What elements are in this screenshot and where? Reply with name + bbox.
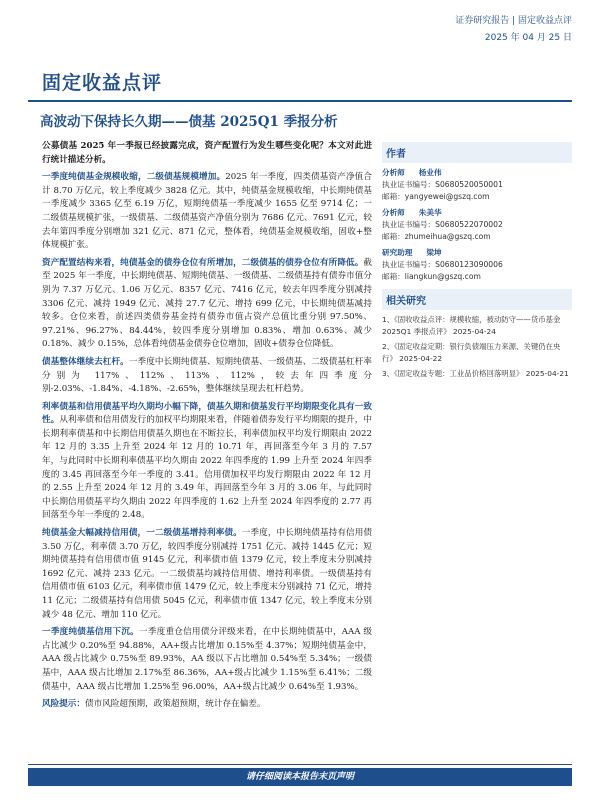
paragraph-body: 债市风险超预期，政策超预期，统计存在偏差。: [84, 699, 266, 710]
paragraph-p2: [42, 257, 372, 352]
paragraph-body: 一季度，中长期纯债基持有信用债 3.50 万亿，利率债 3.70 万亿，较四季度分别减持 1751 亿元、减持 1445 亿元；短期纯债基持有信用债市值 9145 亿元，利率债市值 1379 亿元，较上季度末分别减持 1692 亿元、减持 233 亿元。一二级债基均减持信用债、增持利率债。一级债基持有信用债市值 6103 亿元，利率债市值 1479 亿元，较上季度末分别减持 71 亿元，增持 11 亿元；二级债基持有信用债 5045 亿元，利率债市值 1347 亿元，较上季度末分别减少 48 亿元、增加 110 亿元。: [42, 528, 372, 620]
related-list: [382, 314, 572, 380]
sidebar: [382, 142, 572, 383]
analyst-email: 邮箱：yangyewei@gszq.com: [382, 192, 490, 201]
title-rule: [28, 100, 572, 102]
paragraph-body: 从利率债和信用债发行的加权平均期限来看，伴随着债券发行平均期限的提升，中长期利率债基和中长期信用债基久期也在不断拉长，利率债加权平均发行期限由 2022 年 12 月的 3.35 上升至 2024 年 12 月的 10.71 年，再回落至今年 3 月的 7.57 年，与此同时中长期利率债基平均久期由 2022 年四季度的 1.99 上升至 2024 年四季度的 3.45 再回落至今年一季度的 3.41。信用债加权平均发行期限由 2022 年 12 月的 2.55 上升至 2024 年 12 月的 3.49 年，再回落至今年 3 月的 3.06 年，与此同时中长期信用债基平均久期由 2022 年四季度的 1.62 上升至 2024 年四季度的 2.77 再回落至今年一季度的 2.48。: [42, 415, 372, 521]
footer-rule: [28, 764, 572, 765]
analyst-card: [382, 247, 572, 283]
authors-heading: 作者: [382, 142, 572, 163]
analyst-list: [382, 167, 572, 283]
paragraph-p5: [42, 527, 372, 622]
paragraph-body: 2025 年一季度，四类债基资产净值合计 8.70 万亿元，较上季度减少 3828 亿元。其中，纯债基金规模收缩，中长期纯债基一季度减少 3365 亿至 6.19 万亿，短期纯债基一季度减少 1655 亿至 9714 亿；一二级债基规模扩张，一级债基、二级债基资产净值分别为 7686 亿元、7691 亿元，较去年第四季度分别增加 321 亿元、871 亿元，整体看，纯债基金规模收缩，固收+整体规模扩张。: [42, 172, 372, 251]
related-report-link[interactable]: 1、《固收收益点评：规模收缩，被动防守——货币基金 2025Q1 季报点评》 2025-04-24: [382, 315, 561, 336]
category-title: 固定收益点评: [42, 72, 163, 94]
report-date: 2025 年 04 月 25 日: [484, 33, 572, 43]
paragraph-lead: 风险提示：: [42, 699, 85, 710]
analyst-card: [382, 207, 572, 243]
analyst-cert: 执业证书编号：S0680520050001: [382, 180, 503, 189]
paragraph-intro: [42, 140, 372, 167]
analyst-card: [382, 167, 572, 203]
related-report-link[interactable]: 3、《固定收益专题：工业品价格回落明显》 2025-04-21: [382, 369, 569, 378]
paragraph-body: 一季度重仓信用债分评级来看，在中长期纯债基中，AAA 级占比减少 0.20%至 94.88%，AA+级占比增加 0.15%至 4.37%；短期纯债基金中，AAA 级占比减少 0.75%至 89.93%，AA 级以下占比增加 0.54%至 5.34%；一级债基中，AAA 级占比增加 2.17%至 86.36%，AA+级占比减少 1.15%至 6.41%；二级债基中，AAA 级占比增加 1.25%至 96.00%，AA+级占比减少 0.64%至 1.93%。: [42, 627, 372, 692]
analyst-email: 邮箱：zhumeihua@gszq.com: [382, 232, 491, 241]
paragraph-body: 一季度中长期纯债基、短期纯债基、一级债基、二级债基杠杆率分别为 117%、112%、113%、112%，较去年四季度分别-2.03%、-1.84%、-4.18%、-2.65%，整体继续呈现去杠杆趋势。: [42, 356, 372, 395]
paragraph-lead: 公募债基 2025 年一季报已经披露完成，资产配置行为发生哪些变化呢？本文对此进行统计描述分析。: [42, 141, 372, 165]
footer-disclaimer: 请仔细阅读本报告末页声明: [28, 768, 572, 786]
paragraph-lead: 一季度纯债基信用下沉。: [42, 627, 139, 638]
paragraph-lead: 债基整体继续去杠杆。: [42, 356, 129, 367]
paragraph-lead: 一季度纯债基金规模收缩，二级债基规模增加。: [42, 172, 226, 183]
analyst-role: 分析师: [382, 208, 405, 217]
related-report-link[interactable]: 2、《固定收益定期：银行负债端压力来源、关键仍在央行》 2025-04-22: [382, 342, 561, 363]
paragraph-risk: [42, 698, 372, 712]
analyst-role: 分析师: [382, 168, 405, 177]
analyst-name: 梁坤: [426, 248, 442, 257]
analyst-cert: 执业证书编号：S0680123090006: [382, 260, 503, 269]
paragraph-body: 截至 2025 年一季度，中长期纯债基、短期纯债基、一级债基、二级债基持有债券市值分别为 7.37 万亿元、1.06 万亿元、8357 亿元、7416 亿元，较去年四季度分别减持 3306 亿元、减持 1949 亿元、减持 27.7 亿元、增持 699 亿元，中长期纯债基减持较多。仓位来看，前述四类债券基金持有债券市值占资产总值比重分别 97.50%、97.21%、96.27%、84.44%，较四季度分别增加 0.83%、增加 0.63%、减少 0.18%、减少 0.15%，总体看纯债基金债券仓位增加，固收+债券仓位降低。: [42, 257, 372, 350]
report-subtitle: 高波动下保持长久期——债基 2025Q1 季报分析: [40, 114, 338, 130]
report-type: 证券研究报告 | 固定收益点评: [455, 16, 572, 26]
analyst-email: 邮箱：liangkun@gszq.com: [382, 272, 481, 281]
related-heading: 相关研究: [382, 289, 572, 310]
paragraph-p4: [42, 401, 372, 523]
paragraph-lead: 利率债基和信用债基平均久期均小幅下降，债基久期和债基发行平均期限变化具有一致性。: [42, 401, 372, 426]
main-text: [42, 140, 372, 716]
analyst-role: 研究助理: [382, 248, 413, 257]
analyst-name: 朱美华: [418, 208, 442, 217]
analyst-name: 杨业伟: [418, 168, 442, 177]
paragraph-p6: [42, 626, 372, 694]
paragraph-p1: [42, 171, 372, 253]
paragraph-lead: 纯债基金大幅减持信用债，一二级债基增持利率债。: [42, 528, 242, 539]
title-bar: [28, 48, 572, 104]
paragraph-lead: 资产配置结构来看，纯债基金的债券仓位有所增加，二级债基的债券仓位有所降低。: [42, 257, 364, 268]
paragraph-p3: [42, 356, 372, 397]
analyst-cert: 执业证书编号：S0680522070002: [382, 220, 503, 229]
